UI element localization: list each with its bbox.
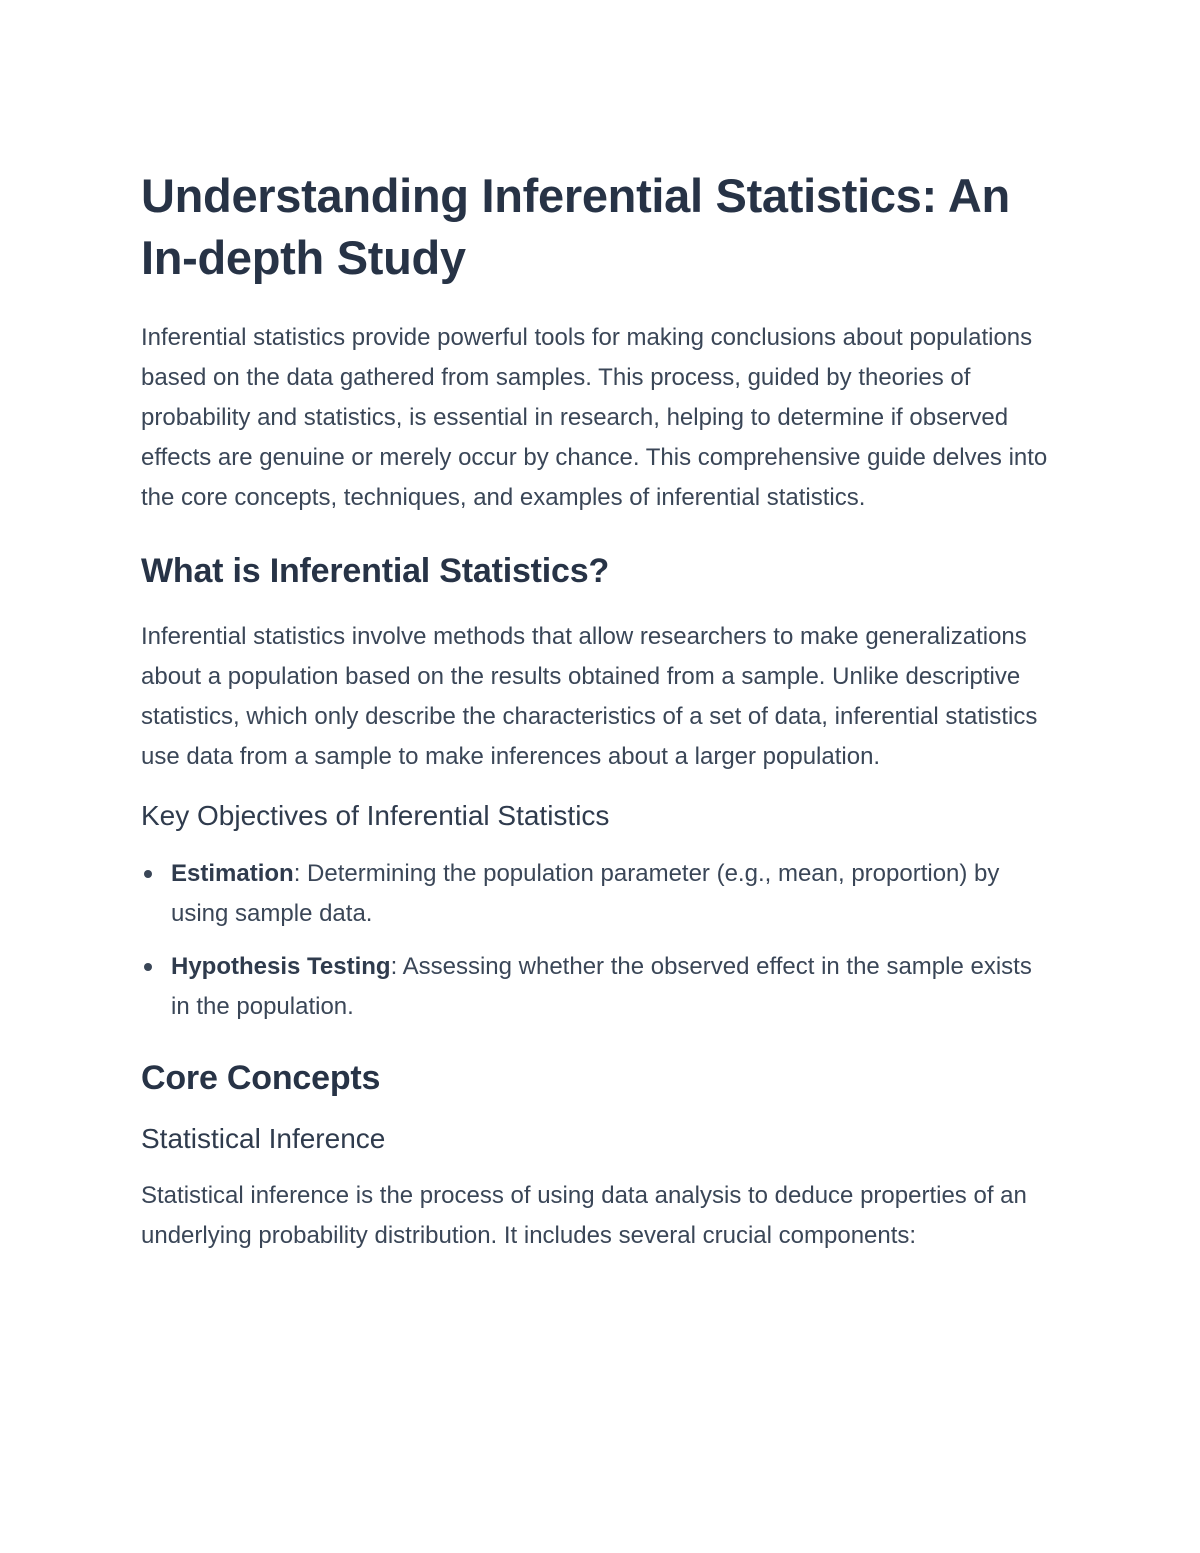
what-paragraph: Inferential statistics involve methods that allow researchers to make generalizations about a population based on the results obtained from a sample. Unlike descriptive statistics, which only describe the characteristics of a set of data, inferential statistics use data from a sample to make inferences about a larger population. — [141, 623, 1038, 770]
section-heading-what: What is Inferential Statistics? — [141, 552, 610, 590]
objective-term: Estimation — [171, 860, 294, 887]
bullet-icon — [144, 963, 152, 971]
subheading-key-objectives: Key Objectives of Inferential Statistics — [141, 800, 610, 831]
objective-term: Hypothesis Testing — [171, 953, 391, 980]
bullet-icon — [144, 870, 152, 878]
list-item — [141, 947, 1053, 1027]
intro-paragraph: Inferential statistics provide powerful tools for making conclusions about populations based on the data gathered from samples. This process, guided by theories of probability and statistics, is essential in research, helping to determine if observed effects are genuine or merely occur by chance. This comprehensive guide delves into the core concepts, techniques, and examples of inferential statistics. — [141, 324, 1048, 511]
subheading-statistical-inference: Statistical Inference — [141, 1123, 386, 1154]
section-heading-core: Core Concepts — [141, 1059, 381, 1097]
objective-text: : Determining the population parameter (e.g., mean, proportion) by using sample data. — [171, 860, 1000, 927]
objective-text: : Assessing whether the observed effect in the sample exists in the population. — [171, 953, 1032, 1020]
list-item — [141, 854, 1053, 934]
document-page — [141, 165, 1053, 1256]
page-title: Understanding Inferential Statistics: An In-depth Study — [141, 169, 1010, 284]
objectives-list — [141, 854, 1053, 1027]
statistical-inference-paragraph: Statistical inference is the process of using data analysis to deduce properties of an underlying probability distribution. It includes several crucial components: — [141, 1182, 1027, 1249]
